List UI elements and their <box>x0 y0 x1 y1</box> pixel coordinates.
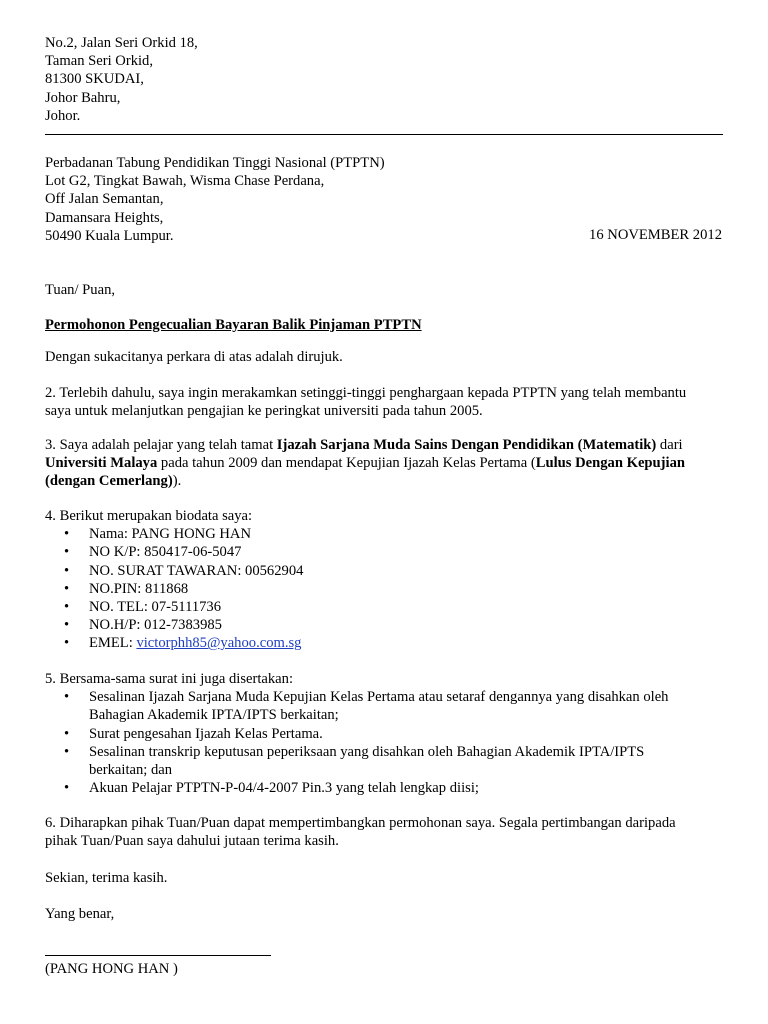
signature-line <box>45 955 271 956</box>
biodata-list <box>45 525 723 652</box>
list-item-line: • Sesalinan transkrip keputusan peperiksaan yang disahkan oleh Bahagian Akademik IPTA/IPTS <box>89 743 645 760</box>
list-item-line: • Sesalinan Ijazah Sarjana Muda Kepujian Kelas Pertama atau setaraf dengannya yang disahkan oleh <box>89 689 669 706</box>
email-link[interactable]: victorphh85@yahoo.com.sg <box>136 635 302 652</box>
recipient-address-line: Lot G2, Tingkat Bawah, Wisma Chase Perdana, <box>45 173 325 190</box>
sign-off: Yang benar, <box>45 906 115 922</box>
list-item: • Surat pengesahan Ijazah Kelas Pertama. <box>45 725 723 743</box>
recipient-address-line: Off Jalan Semantan, <box>45 191 164 208</box>
signature-name: (PANG HONG HAN ) <box>45 961 178 977</box>
sender-address-line: 81300 SKUDAI, <box>45 71 144 88</box>
paragraph-line <box>45 472 723 490</box>
attachments-list <box>45 688 723 797</box>
text-run: pada tahun 2009 dan mendapat Kepujian Ijazah Kelas Pertama ( <box>157 455 536 472</box>
paragraph-6 <box>45 814 723 850</box>
paragraph-4 <box>45 507 723 653</box>
letter-date: 16 NOVEMBER 2012 <box>589 227 722 243</box>
list-item: • NO. SURAT TAWARAN: 00562904 <box>45 562 723 580</box>
list-item <box>45 688 723 724</box>
recipient-address-line: 50490 Kuala Lumpur. <box>45 227 174 244</box>
subject-heading: Permohonon Pengecualian Bayaran Balik Pinjaman PTPTN <box>45 317 422 333</box>
closing-text: Sekian, terima kasih. <box>45 870 168 886</box>
honours-class: (dengan Cemerlang <box>45 473 168 490</box>
honours-class: Lulus Dengan Kepujian <box>535 455 685 472</box>
text-run: dari <box>656 437 683 453</box>
list-item: • Nama: PANG HONG HAN <box>45 525 723 543</box>
list-item: • NO K/P: 850417-06-5047 <box>45 543 723 561</box>
list-item: • NO.PIN: 811868 <box>45 580 723 598</box>
text-run: ) <box>167 473 173 490</box>
salutation: Tuan/ Puan, <box>45 282 116 298</box>
list-item: • NO.H/P: 012-7383985 <box>45 616 723 634</box>
degree-name: Ijazah Sarjana Muda Sains Dengan Pendidikan (Matematik) <box>276 437 657 453</box>
paragraph-line <box>45 436 723 454</box>
header-divider <box>45 134 723 135</box>
recipient-address-line: Perbadanan Tabung Pendidikan Tinggi Nasional (PTPTN) <box>45 155 385 171</box>
list-item-line: Bahagian Akademik IPTA/IPTS berkaitan; <box>89 707 339 724</box>
paragraph-line: saya untuk melanjutkan pengajian ke peringkat universiti pada tahun 2005. <box>45 403 483 420</box>
paragraph-5 <box>45 670 723 797</box>
sender-address-line: No.2, Jalan Seri Orkid 18, <box>45 35 198 51</box>
sender-address-line: Johor. <box>45 107 81 124</box>
sender-address-line: Johor Bahru, <box>45 89 121 106</box>
recipient-address-line: Damansara Heights, <box>45 209 164 226</box>
biodata-intro: 4. Berikut merupakan biodata saya: <box>45 508 253 524</box>
paragraph-3 <box>45 436 723 491</box>
text-run: ). <box>172 473 182 490</box>
paragraph-2 <box>45 384 723 420</box>
sender-address <box>45 34 723 125</box>
attachments-intro: 5. Bersama-sama surat ini juga disertakan: <box>45 671 294 687</box>
sender-address-line: Taman Seri Orkid, <box>45 53 153 70</box>
list-item: • NO. TEL: 07-5111736 <box>45 598 723 616</box>
text-run: 3. Saya adalah pelajar yang telah tamat <box>45 437 277 453</box>
list-item-line: berkaitan; dan <box>89 762 173 779</box>
paragraph-line: 6. Diharapkan pihak Tuan/Puan dapat mempertimbangkan permohonan saya. Segala pertimbangan daripada <box>45 815 676 831</box>
university-name: Universiti Malaya <box>45 455 158 472</box>
paragraph-line: 2. Terlebih dahulu, saya ingin merakamkan setinggi-tinggi penghargaan kepada PTPTN yang telah membantu <box>45 385 687 401</box>
paragraph-line: pihak Tuan/Puan saya dahului jutaan terima kasih. <box>45 833 339 850</box>
paragraph-line <box>45 454 723 472</box>
email-label: EMEL: <box>89 635 137 652</box>
list-item: • Akuan Pelajar PTPTN-P-04/4-2007 Pin.3 yang telah lengkap diisi; <box>45 779 723 797</box>
list-item <box>45 743 723 779</box>
list-item <box>45 634 723 652</box>
paragraph-1: Dengan sukacitanya perkara di atas adalah dirujuk. <box>45 349 343 365</box>
